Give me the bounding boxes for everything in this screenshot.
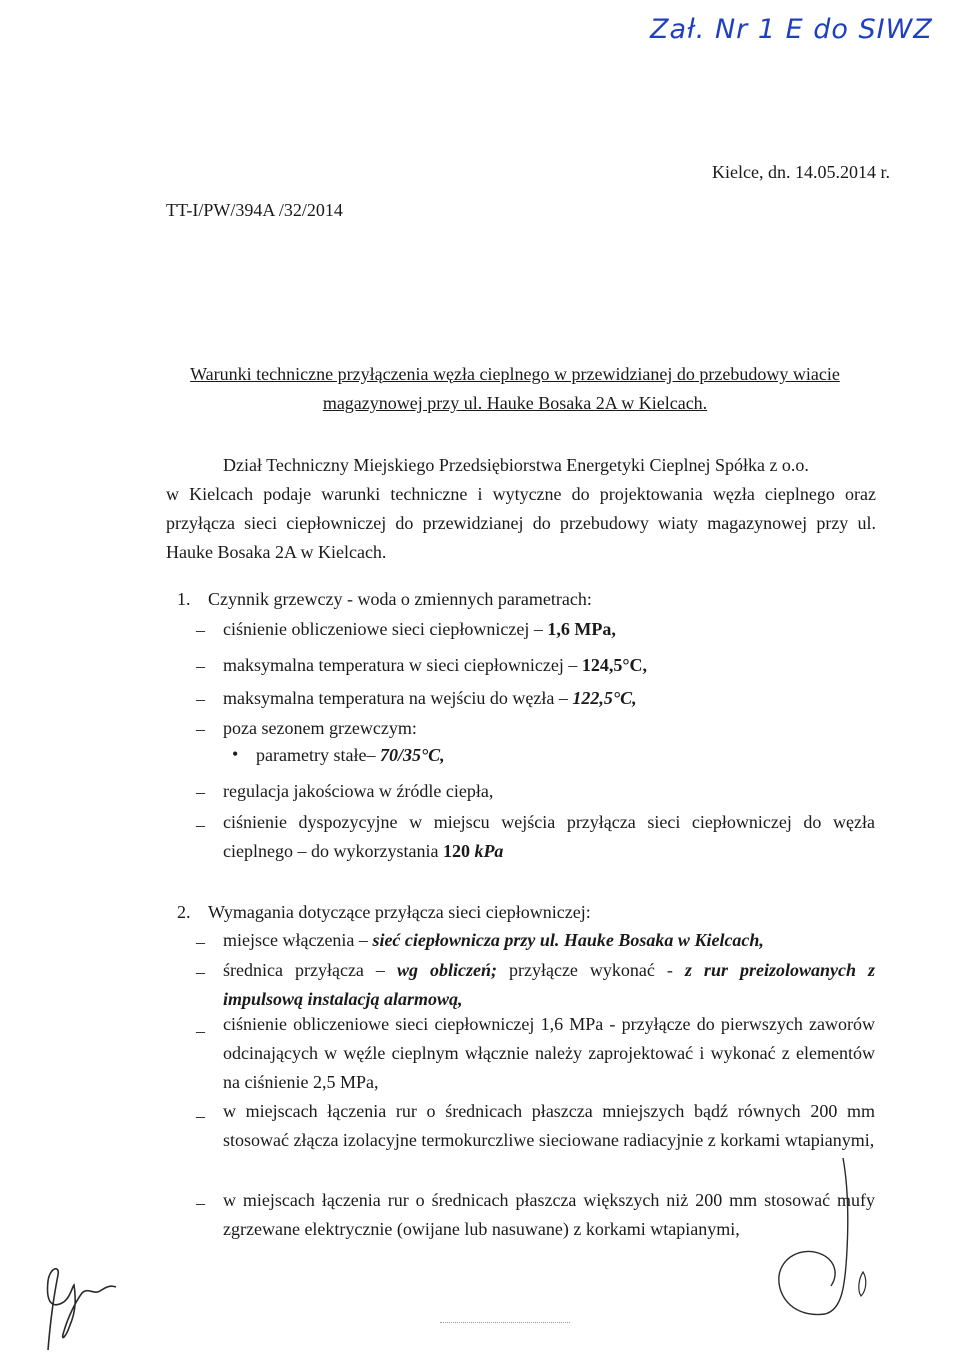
dash-marker: – <box>196 1021 205 1041</box>
s1-item-available-pressure <box>223 808 875 866</box>
s1-bullet-parameters-value: 70/35°C, <box>379 745 445 765</box>
s2-item-execution-value: z rur preizolowanych z impulsową instalacją alarmową, <box>223 960 875 1009</box>
title-line-1: Warunki techniczne przyłączenia węzła cieplnego w przewidzianej do przebudowy wiacie <box>190 364 840 384</box>
s1-item-max-temp-network-text: maksymalna temperatura w sieci ciepłowniczej – <box>223 655 582 675</box>
s2-item-large-joints: w miejscach łączenia rur o średnicach płaszcza większych niż 200 mm stosować mufy zgrzewane elektrycznie (owijane lub nasuwane) z korkami wtapianymi, <box>223 1190 875 1239</box>
intro-body: w Kielcach podaje warunki techniczne i wytyczne do projektowania węzła cieplnego oraz przyłącza sieci ciepłowniczej do przewidzianej do przebudowy wiaty magazynowej przy ul. Hauke Bosaka 2A w Kielcach. <box>166 484 876 562</box>
intro-paragraph <box>166 451 876 567</box>
dash-marker: – <box>196 656 205 676</box>
s2-item-connection-point-value: sieć ciepłownicza przy ul. Hauke Bosaka w Kielcach, <box>372 930 764 950</box>
section-2-heading: Wymagania dotyczące przyłącza sieci ciepłowniczej: <box>208 902 591 922</box>
signature-right <box>755 1150 895 1330</box>
dash-marker: – <box>196 782 205 802</box>
title-line-2: magazynowej przy ul. Hauke Bosaka 2A w Kielcach. <box>322 393 708 413</box>
s2-item-execution-text: przyłącze wykonać - <box>496 960 685 980</box>
s2-item-diameter-value: wg obliczeń; <box>396 960 497 980</box>
dash-marker: – <box>196 932 205 952</box>
dash-marker: – <box>196 1193 205 1213</box>
signature-left <box>20 1255 130 1355</box>
s2-item-connection-point <box>223 926 875 955</box>
dash-marker: – <box>196 815 205 835</box>
dash-marker: – <box>196 962 205 982</box>
s1-item-available-pressure-unit: kPa <box>474 841 504 861</box>
s1-item-available-pressure-text: ciśnienie dyspozycyjne w miejscu wejścia przyłącza sieci ciepłowniczej do węzła cieplnego – do wykorzystania <box>223 812 875 861</box>
s1-item-max-temp-inlet-text: maksymalna temperatura na wejściu do węzła – <box>223 688 573 708</box>
section-1-number: 1. <box>177 589 191 609</box>
bullet-marker: • <box>232 744 239 764</box>
scan-artifact <box>440 1322 570 1324</box>
reference-number: TT-I/PW/394A /32/2014 <box>166 200 343 220</box>
s2-item-diameter-text: średnica przyłącza – <box>223 960 397 980</box>
s1-item-max-temp-inlet <box>223 684 875 713</box>
s1-item-pressure-text: ciśnienie obliczeniowe sieci ciepłowniczej – <box>223 619 548 639</box>
s1-item-regulation: regulacja jakościowa w źródle ciepła, <box>223 781 494 801</box>
s1-item-pressure <box>223 615 875 644</box>
s1-bullet-parameters-text: parametry stałe– <box>256 745 380 765</box>
s2-item-diameter <box>223 956 875 1014</box>
s1-bullet-parameters <box>256 745 445 765</box>
s2-item-design-pressure: ciśnienie obliczeniowe sieci ciepłowniczej 1,6 MPa - przyłącze do pierwszych zaworów odcinających w węźle cieplnym włącznie należy zaprojektować i wykonać z elementów na ciśnienie 2,5 MPa, <box>223 1014 875 1092</box>
dash-marker: – <box>196 620 205 640</box>
dash-marker: – <box>196 719 205 739</box>
handwritten-annotation: Zał. Nr 1 E do SIWZ <box>650 14 933 45</box>
s2-item-small-joints: w miejscach łączenia rur o średnicach płaszcza mniejszych bądź równych 200 mm stosować złącza izolacyjne termokurczliwe sieciowane radiacyjnie z korkami wtapianymi, <box>223 1101 875 1150</box>
s1-item-max-temp-inlet-value: 122,5°C, <box>572 688 637 708</box>
s1-item-off-season: poza sezonem grzewczym: <box>223 718 417 738</box>
s1-item-available-pressure-value: 120 <box>442 841 475 861</box>
s1-item-pressure-value: 1,6 MPa, <box>547 619 616 639</box>
s1-item-max-temp-network <box>223 651 875 680</box>
dash-marker: – <box>196 1106 205 1126</box>
s1-item-max-temp-network-value: 124,5°C, <box>581 655 648 675</box>
place-date: Kielce, dn. 14.05.2014 r. <box>712 162 890 182</box>
document-title <box>150 360 880 418</box>
section-1-heading: Czynnik grzewczy - woda o zmiennych parametrach: <box>208 589 592 609</box>
section-2-number: 2. <box>177 902 191 922</box>
dash-marker: – <box>196 689 205 709</box>
intro-first-line: Dział Techniczny Miejskiego Przedsiębiorstwa Energetyki Cieplnej Spółka z o.o. <box>223 455 809 475</box>
s2-item-connection-point-text: miejsce włączenia – <box>223 930 373 950</box>
